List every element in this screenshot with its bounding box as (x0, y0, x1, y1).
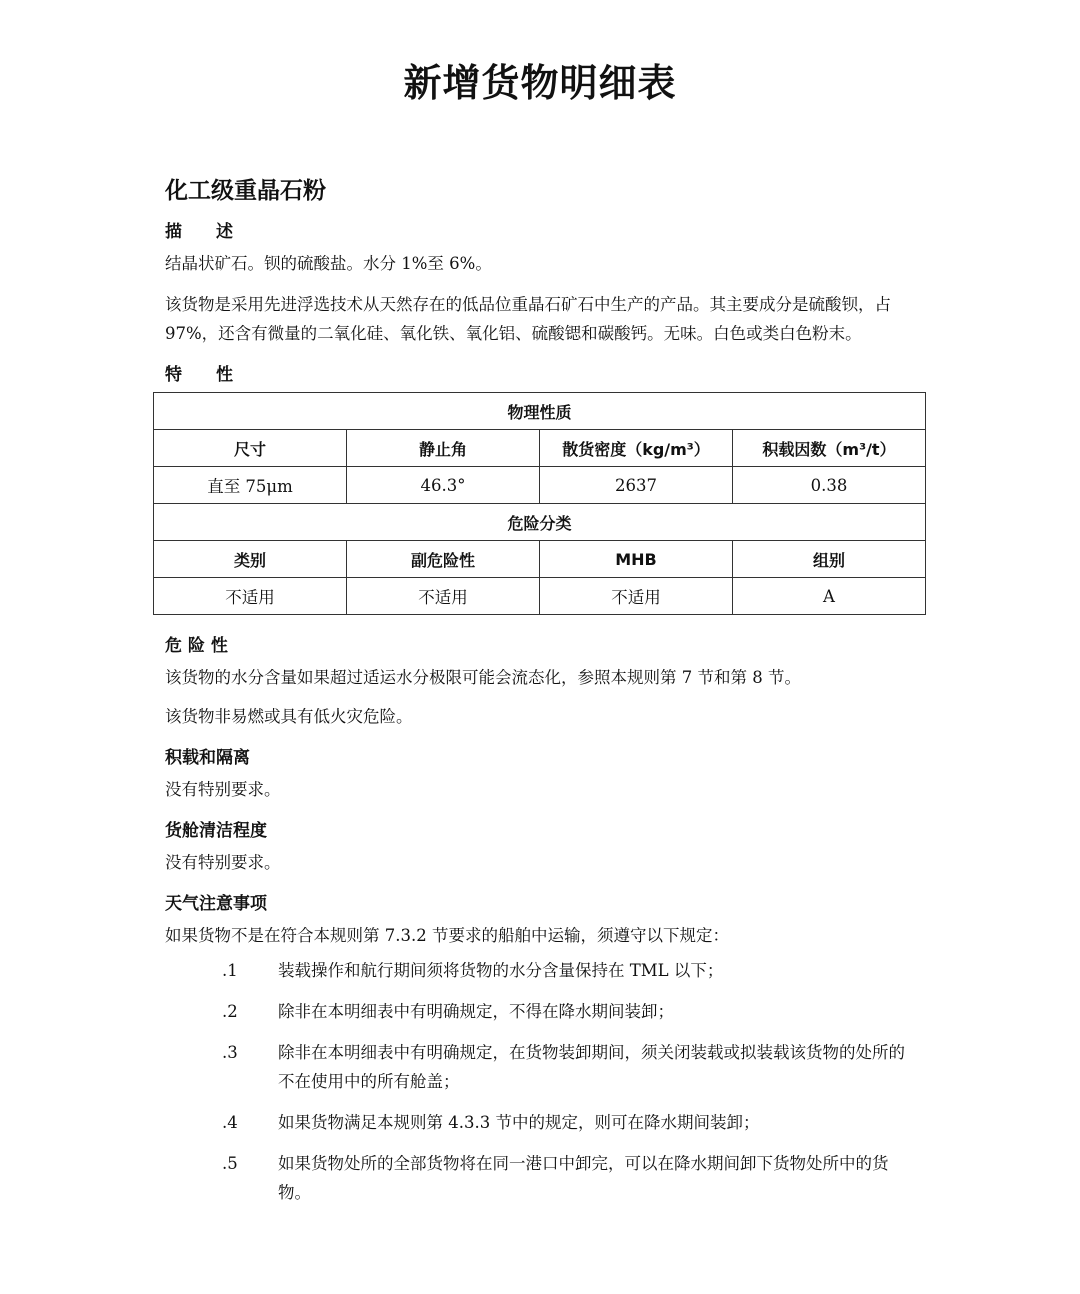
list-item-number: .4 (222, 1113, 238, 1132)
hazard-value-subsidiary: 不适用 (347, 578, 540, 615)
list-item-number: .5 (222, 1154, 238, 1173)
list-item-text: 除非在本明细表中有明确规定，在货物装卸期间，须关闭装载或拟装载该货物的处所的不在使用中的所有舱盖； (278, 1043, 905, 1091)
physical-header-angle: 静止角 (347, 430, 540, 467)
hazard-header-class: 类别 (154, 541, 347, 578)
weather-intro: 如果货物不是在符合本规则第 7.3.2 节要求的船舶中运输，须遵守以下规定： (165, 926, 729, 945)
hold-cleanliness-text: 没有特别要求。 (165, 853, 281, 872)
physical-properties-title: 物理性质 (154, 393, 926, 430)
physical-value-stowage-factor: 0.38 (733, 467, 926, 504)
list-item-text: 除非在本明细表中有明确规定，不得在降水期间装卸； (278, 1002, 674, 1021)
hazard-value-group: A (733, 578, 926, 615)
hazard-paragraph: 该货物非易燃或具有低火灾危险。 (165, 707, 413, 726)
hazard-value-mhb: 不适用 (540, 578, 733, 615)
description-paragraph: 结晶状矿石。钡的硫酸盐。水分 1%至 6%。 (165, 254, 492, 273)
list-item-number: .3 (222, 1043, 238, 1062)
hazard-heading: 危 险 性 (165, 636, 228, 656)
list-item-number: .2 (222, 1002, 238, 1021)
physical-value-angle: 46.3° (347, 467, 540, 504)
physical-value-density: 2637 (540, 467, 733, 504)
weather-heading: 天气注意事项 (165, 894, 267, 914)
physical-header-stowage-factor: 积载因数（m³/t） (733, 430, 926, 467)
description-heading: 描 述 (165, 222, 233, 242)
hazard-value-class: 不适用 (154, 578, 347, 615)
physical-header-density: 散货密度（kg/m³） (540, 430, 733, 467)
list-item (165, 997, 925, 1026)
list-item (165, 956, 925, 985)
stowage-text: 没有特别要求。 (165, 780, 281, 799)
list-item (165, 1149, 925, 1207)
document-body (165, 172, 925, 1219)
list-item-text: 如果货物满足本规则第 4.3.3 节中的规定，则可在降水期间装卸； (278, 1113, 760, 1132)
weather-precautions-list (165, 956, 925, 1207)
hold-cleanliness-heading: 货舱清洁程度 (165, 821, 267, 841)
physical-value-size: 直至 75μm (154, 467, 347, 504)
list-item (165, 1038, 925, 1096)
characteristics-heading: 特 性 (165, 365, 233, 385)
hazard-classification-title: 危险分类 (154, 504, 926, 541)
hazard-header-group: 组别 (733, 541, 926, 578)
stowage-heading: 积载和隔离 (165, 748, 250, 768)
cargo-name: 化工级重晶石粉 (165, 178, 326, 204)
list-item-number: .1 (222, 961, 238, 980)
list-item-text: 如果货物处所的全部货物将在同一港口中卸完，可以在降水期间卸下货物处所中的货物。 (278, 1154, 889, 1202)
list-item-text: 装载操作和航行期间须将货物的水分含量保持在 TML 以下； (278, 961, 724, 980)
page-title: 新增货物明细表 (403, 61, 677, 105)
description-paragraph: 该货物是采用先进浮选技术从天然存在的低品位重晶石矿石中生产的产品。其主要成分是硫酸钡，占 97%，还含有微量的二氧化硅、氧化铁、氧化铝、硫酸锶和碳酸钙。无味。白色或类白色粉末。 (165, 295, 891, 343)
physical-header-size: 尺寸 (154, 430, 347, 467)
list-item (165, 1108, 925, 1137)
hazard-header-subsidiary: 副危险性 (347, 541, 540, 578)
properties-table (153, 392, 926, 615)
hazard-paragraph: 该货物的水分含量如果超过适运水分极限可能会流态化，参照本规则第 7 节和第 8 节。 (165, 668, 801, 687)
hazard-header-mhb: MHB (540, 541, 733, 578)
